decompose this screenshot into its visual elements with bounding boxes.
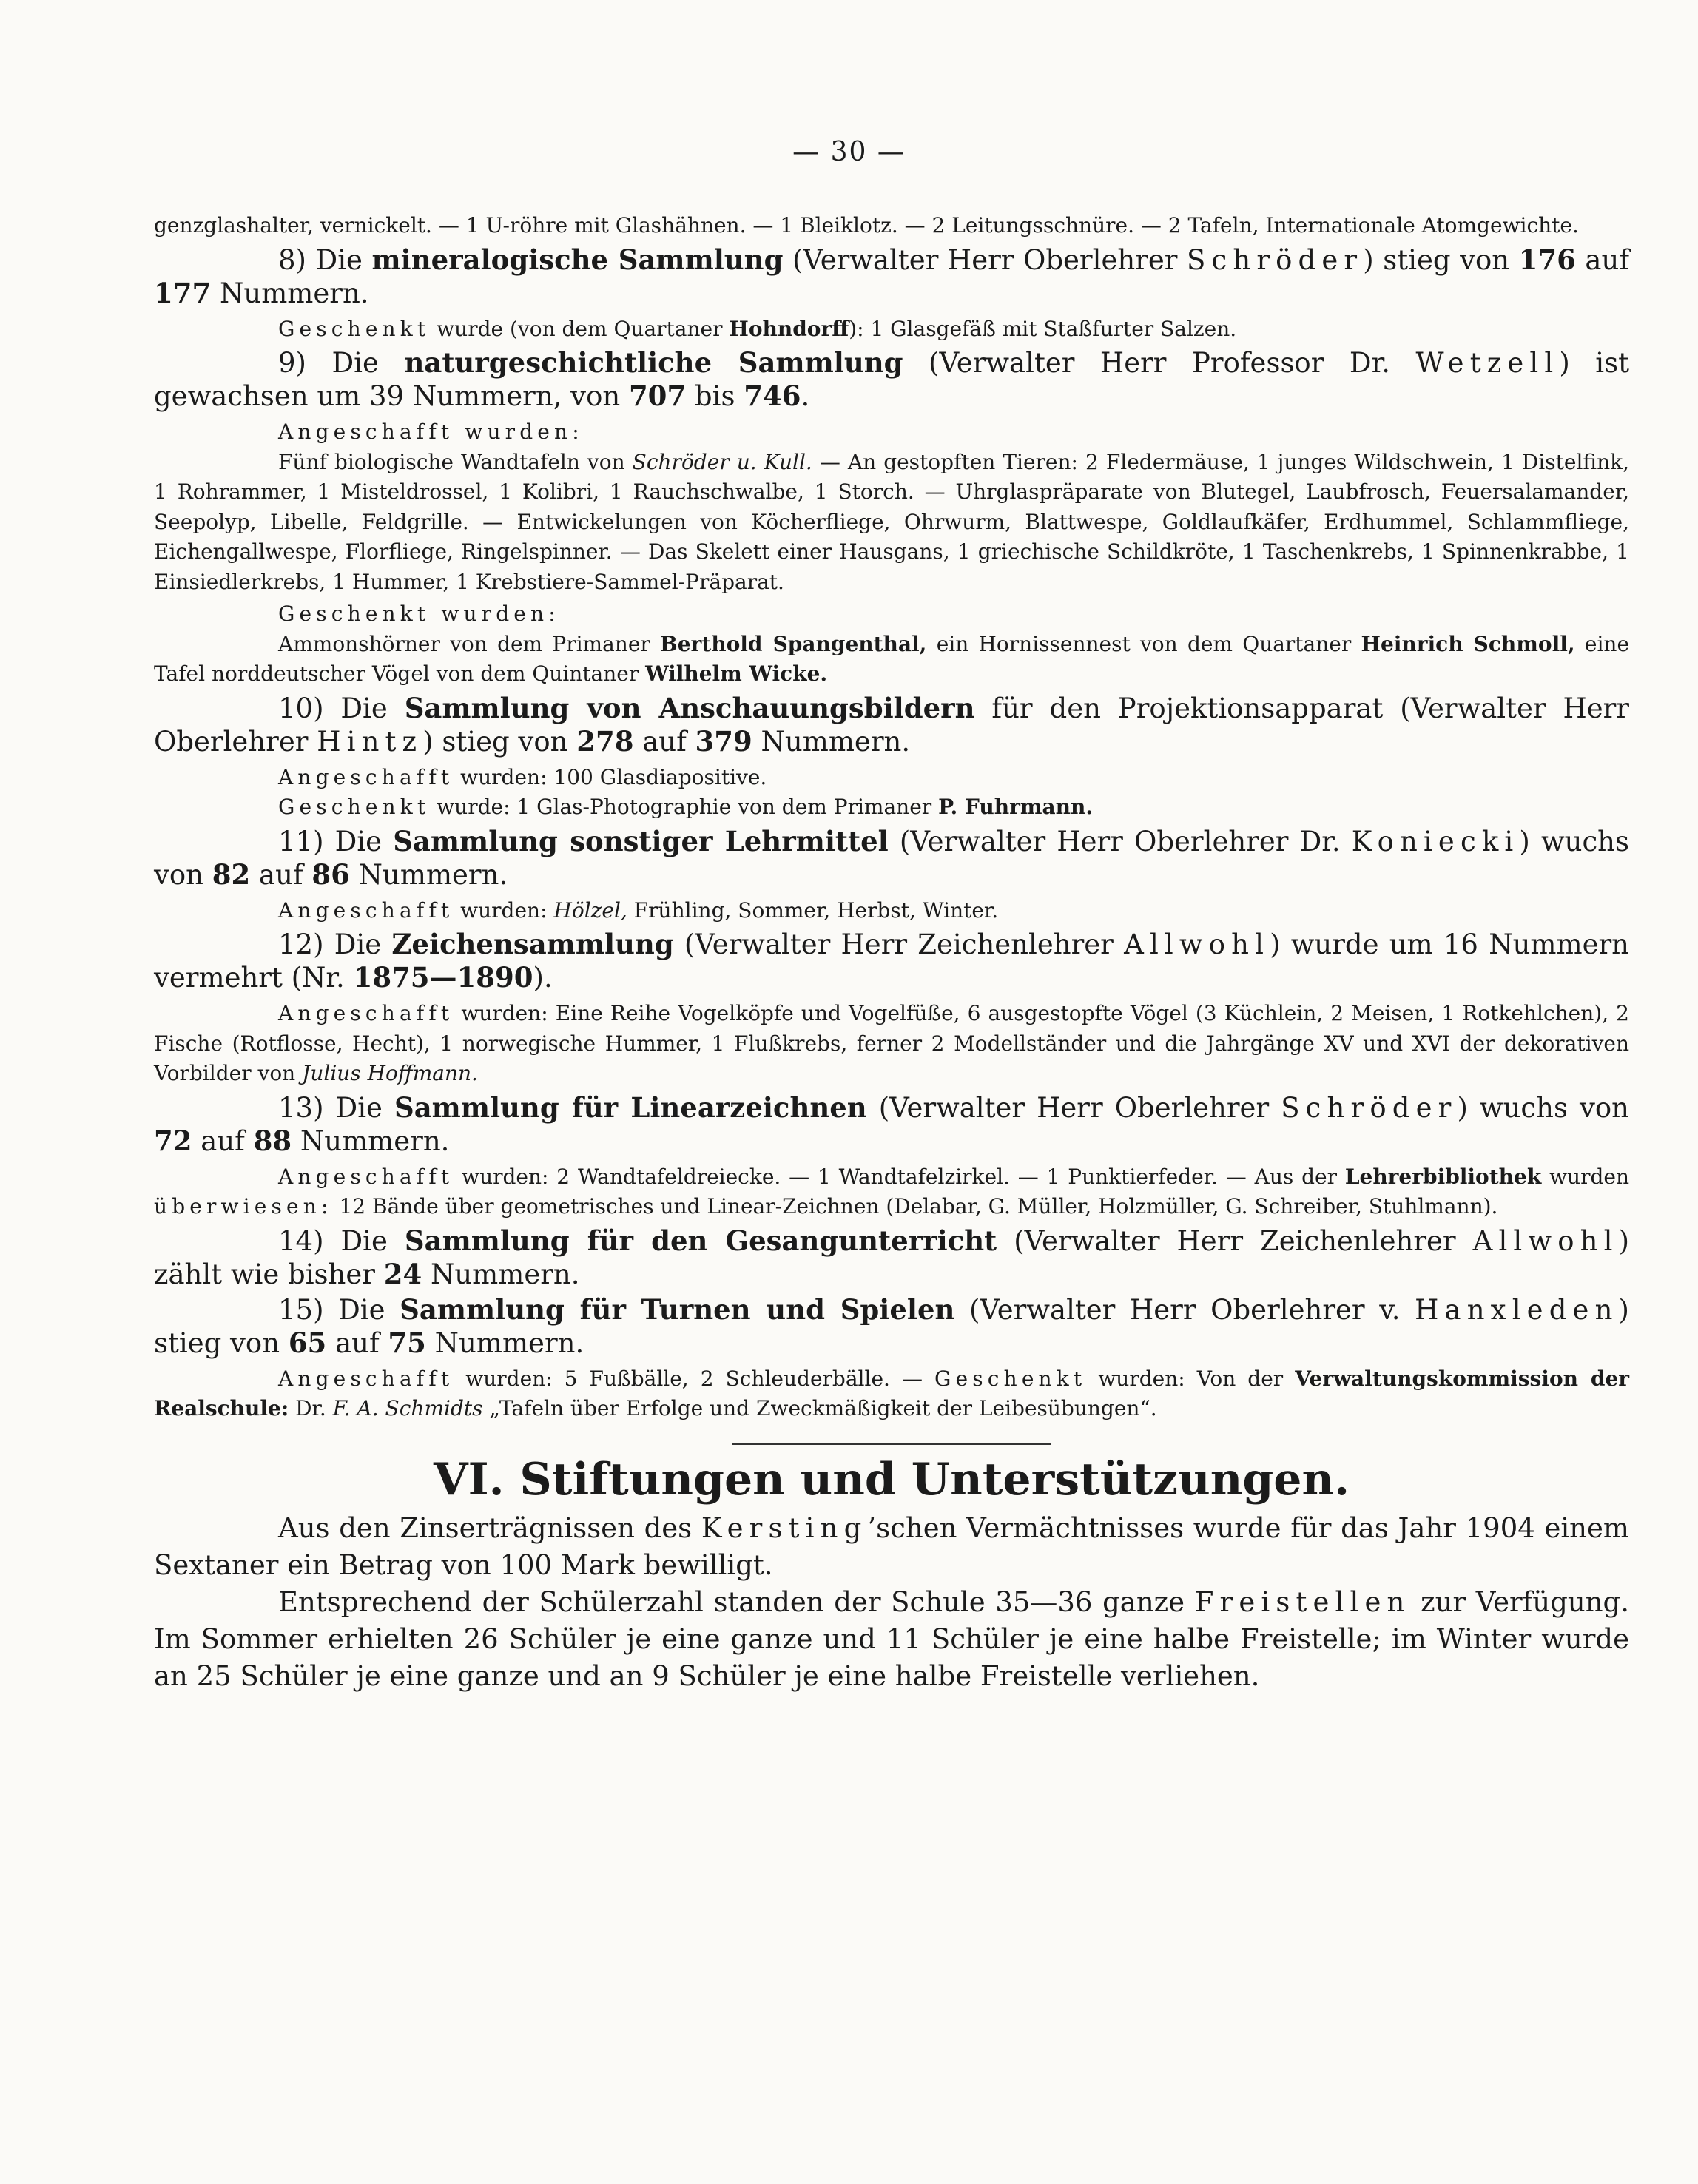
item-9-natural-history: 9) Die naturgeschichtliche Sammlung (Verwalter Herr Professor Dr. Wetzell) ist gewachsen um 39 Nummern, von 707 bis 746. (154, 346, 1630, 412)
page-number: — 30 — (792, 137, 906, 167)
foundation-paragraph: Aus den Zinserträgnissen des Kersting’schen Vermächtnisses wurde für das Jahr 1904 einem Sextaner ein Betrag von 100 Mark bewilligt. (154, 1511, 1629, 1581)
item-9-acquired-list: Fünf biologische Wandtafeln von Schröder u. Kull. — An gestopften Tieren: 2 Fledermäuse, 1 junges Wildschwein, 1 Distelfink, 1 Rohrammer, 1 Misteldrossel, 1 Kolibri, 1 Rauchschwalbe, 1 Storch. — Uhrglaspräparate von Blutegel, Laubfrosch, Feuersalamander, Seepolyp, Libelle, Feldgrille. — Entwickelungen von Köcherfliege, Ohrwurm, Blattwespe, Goldlaufkäfer, Erdhummel, Schlammfliege, Eichengallwespe, Florfliege, Ringelspinner. — Das Skelett einer Hausgans, 1 griechische Schildkröte, 1 Taschenkrebs, 1 Spinnenkrabbe, 1 Einsiedlerkrebs, 1 Hummer, 1 Krebstiere-Sammel-Präparat. (154, 449, 1629, 594)
administrator-name: Allwohl (1124, 928, 1270, 960)
item-13-acquired: Angeschafft wurden: 2 Wandtafeldreiecke. — 1 Wandtafelzirkel. — 1 Punktierfeder. — Aus der Lehrerbibliothek wurden überwiesen: 12 Bände über geometrisches und Linear-Zeichnen (Delabar, G. Müller, Holzmüller, G. Schreiber, Stuhlmann). (154, 1164, 1630, 1219)
item-9-gift-label: Geschenkt wurden: (278, 601, 560, 626)
item-15-gymnastics: 15) Die Sammlung für Turnen und Spielen (Verwalter Herr Oberlehrer v. Hanxleden) stieg von 65 auf 75 Nummern. (154, 1292, 1629, 1359)
free-places-paragraph: Entsprechend der Schülerzahl standen der Schule 35—36 ganze Freistellen zur Verfügung. Im Sommer erhielten 26 Schüler je eine ganze und 11 Schüler je eine halbe Freistelle; im Winter wurde an 25 Schüler je eine ganze und an 9 Schüler je eine halbe Freistelle verliehen. (154, 1585, 1629, 1692)
item-8-gift: Geschenkt wurde (von dem Quartaner Hohndorff): 1 Glasgefäß mit Staßfurter Salzen. (278, 316, 1237, 341)
section-divider (732, 1443, 1051, 1445)
collection-title: Sammlung von Anschauungsbildern (404, 691, 975, 724)
item-9-acquired-label: Angeschafft wurden: (278, 419, 584, 444)
collection-title: Zeichensammlung (391, 928, 674, 960)
collection-title: Sammlung für Turnen und Spielen (400, 1292, 955, 1326)
collection-title: Sammlung sonstiger Lehrmittel (393, 824, 889, 857)
equipment-list-continuation: genzglashalter, vernickelt. — 1 U-röhre mit Glashähnen. — 1 Bleiklotz. — 2 Leitungsschnüre. — 2 Tafeln, Internationale Atomgewichte. (154, 213, 1579, 237)
main-column (154, 211, 1629, 1695)
item-11-acquired: Angeschafft wurden: Hölzel, Frühling, Sommer, Herbst, Winter. (278, 897, 999, 923)
administrator-name: Wetzell (1415, 347, 1560, 379)
administrator-name: Koniecki (1351, 825, 1520, 857)
administrator-name: Hanxleden (1415, 1293, 1619, 1326)
section-heading: VI. Stiftungen und Unterstützungen. (434, 1453, 1350, 1506)
item-13-linear-drawing: 13) Die Sammlung für Linearzeichnen (Verwalter Herr Oberlehrer Schröder) wuchs von 72 auf 88 Nummern. (154, 1091, 1630, 1157)
item-12-acquired: Angeschafft wurden: Eine Reihe Vogelköpfe und Vogelfüße, 6 ausgestopfte Vögel (3 Küchlein, 2 Meisen, 1 Rotkehlchen), 2 Fische (Rotflosse, Hecht), 1 norwegische Hummer, 1 Flußkrebs, ferner 2 Modellständer und die Jahrgänge XV und XVI der dekorativen Vorbilder von Julius Hoffmann. (154, 1001, 1629, 1085)
item-11-teaching-aids: 11) Die Sammlung sonstiger Lehrmittel (Verwalter Herr Oberlehrer Dr. Koniecki) wuchs von 82 auf 86 Nummern. (154, 824, 1629, 891)
item-9-gift-list: Ammonshörner von dem Primaner Berthold Spangenthal, ein Hornissennest von dem Quartaner Heinrich Schmoll, eine Tafel norddeutscher Vögel von dem Quintaner Wilhelm Wicke. (154, 631, 1630, 686)
item-15-acquired-gift: Angeschafft wurden: 5 Fußbälle, 2 Schleuderbälle. — Geschenkt wurden: Von der Verwaltungskommission der Realschule: Dr. F. A. Schmidts „Tafeln über Erfolge und Zweckmäßigkeit der Leibesübungen“. (154, 1366, 1630, 1420)
collection-title: Sammlung für den Gesangunterricht (404, 1224, 997, 1257)
collection-title: naturgeschichtliche Sammlung (404, 346, 903, 379)
administrator-name: Allwohl (1472, 1224, 1619, 1257)
item-8-mineralogy: 8) Die mineralogische Sammlung (Verwalter Herr Oberlehrer Schröder) stieg von 176 auf 177 Nummern. (154, 243, 1630, 309)
item-14-singing: 14) Die Sammlung für den Gesangunterricht (Verwalter Herr Zeichenlehrer Allwohl) zählt wie bisher 24 Nummern. (154, 1224, 1630, 1290)
administrator-name: Schröder (1281, 1091, 1458, 1124)
item-10-gift: Geschenkt wurde: 1 Glas-Photographie von dem Primaner P. Fuhrmann. (278, 795, 1094, 819)
collection-title: Sammlung für Linearzeichnen (394, 1091, 867, 1124)
administrator-name: Hintz (317, 725, 423, 758)
item-10-acquired: Angeschafft wurden: 100 Glasdiapositive. (278, 764, 767, 789)
item-12-drawing: 12) Die Zeichensammlung (Verwalter Herr Zeichenlehrer Allwohl) wurde um 16 Nummern vermehrt (Nr. 1875—1890). (154, 928, 1629, 994)
administrator-name: Schröder (1187, 243, 1364, 276)
collection-title: mineralogische Sammlung (371, 243, 784, 276)
item-10-slides: 10) Die Sammlung von Anschauungsbildern für den Projektionsapparat (Verwalter Herr Oberlehrer Hintz) stieg von 278 auf 379 Nummern. (154, 691, 1629, 758)
